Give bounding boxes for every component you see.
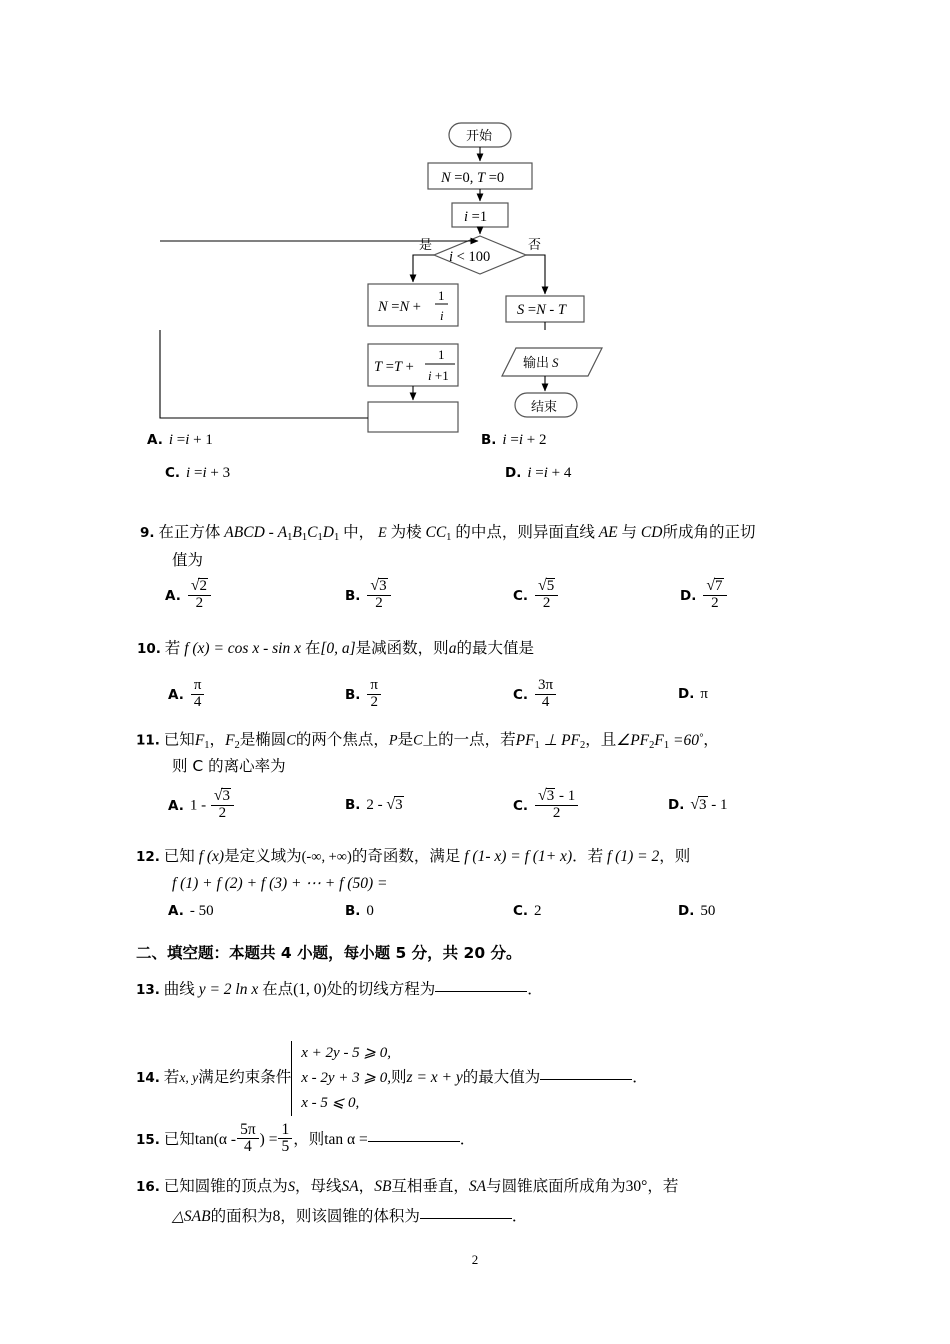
q10-text-c: 是减函数，则: [355, 639, 449, 657]
q10-option-d[interactable]: [678, 686, 708, 703]
flow-text-loop-n: N =N +: [378, 299, 421, 315]
q12-option-b[interactable]: [345, 903, 374, 920]
page-number: 2: [471, 1252, 479, 1267]
q10-option-c-num: 3π: [538, 677, 554, 693]
q9-option-b-den: 2: [367, 595, 390, 612]
q15-number: 15.: [136, 1131, 160, 1148]
q13-answer-blank[interactable]: [435, 991, 527, 992]
q11-option-a[interactable]: A. 1 - $\frac{√3}{2}$: [168, 788, 235, 822]
q9-option-c[interactable]: C. $\frac{√5}{2}$: [513, 578, 559, 612]
q10-var: a: [448, 640, 457, 657]
q9-option-c-radicand: 5: [546, 578, 555, 594]
q14-number: 14.: [136, 1070, 160, 1087]
q10-text-b: 在: [304, 639, 321, 657]
q10-option-b-den: 2: [367, 694, 381, 711]
q12-number: 12.: [136, 849, 160, 865]
q10-option-a-den: 4: [191, 694, 205, 711]
q16-triangle: △SAB: [172, 1208, 211, 1225]
q14-text-d: 的最大值为: [462, 1068, 541, 1087]
q11-text-d: 是: [397, 730, 414, 749]
flow-text-loop-n-num: 1: [438, 288, 445, 303]
q10-option-b[interactable]: [345, 678, 382, 711]
q10-option-c-den: 4: [535, 694, 556, 711]
question-12-line1: [136, 842, 690, 871]
q14-vars: x, y: [179, 1070, 199, 1086]
q15-tan-alpha: tan α =: [324, 1130, 368, 1148]
q8-option-d-label: D.: [505, 465, 522, 481]
q9-number: 9.: [140, 525, 155, 541]
q11-option-c[interactable]: C. $\frac{√3 - 1}{2}$: [513, 788, 579, 822]
q14-constraint-system: [291, 1041, 391, 1116]
q16-text-b: ，母线: [294, 1177, 342, 1195]
q9-option-b-label: B.: [345, 587, 361, 604]
flow-text-loop-n-den: i: [440, 308, 444, 323]
q11-option-c-label: C.: [513, 797, 529, 814]
question-11-line1: 11. 已知F1，F2是椭圆C的两个焦点，P是C上的一点，若PF1 ⊥ PF2，且∠PF2F1 =60°，: [136, 730, 719, 751]
q14-constraint-3: x - 5 ⩽ 0,: [301, 1095, 360, 1111]
flow-text-loop-t: T =T +: [374, 359, 414, 375]
q14-text-b: 满足约束条件: [198, 1068, 292, 1087]
flow-label-no: 否: [528, 238, 542, 253]
q14-text-c: 则: [391, 1068, 407, 1087]
q16-text-h: ．: [511, 1207, 528, 1225]
q12-option-a-value: - 50: [189, 903, 214, 919]
q8-option-c-value: 3: [222, 465, 231, 481]
q13-text-d: ．: [527, 980, 543, 998]
q16-answer-blank[interactable]: [420, 1218, 512, 1219]
q8-option-a-value: 1: [205, 432, 213, 448]
q10-option-d-value: π: [700, 686, 708, 702]
q16-text-f: 的面积为: [210, 1207, 273, 1225]
q10-option-c[interactable]: [513, 678, 557, 711]
q11-text-g: ，: [703, 730, 719, 749]
q14-text-e: ．: [632, 1068, 648, 1087]
q9-option-d[interactable]: D. $\frac{√7}{2}$: [680, 578, 728, 612]
q8-option-c[interactable]: C. i =i + 3: [165, 465, 231, 481]
q14-constraint-2: x - 2y + 3 ⩾ 0,: [301, 1070, 392, 1086]
q16-sa: SA: [341, 1178, 359, 1195]
q16-area: 8: [272, 1208, 281, 1225]
q10-text-a: 若: [164, 639, 181, 657]
q11-number: 11.: [136, 732, 160, 749]
q10-option-b-num: π: [370, 677, 378, 693]
q11-text-b: 是椭圆: [239, 730, 287, 749]
q11-option-b[interactable]: B. 2 - √3: [345, 796, 403, 813]
q11-option-d-label: D.: [668, 797, 685, 813]
q9-option-d-den: 2: [703, 595, 726, 612]
flow-text-loop-t-num: 1: [438, 347, 445, 362]
q10-option-a-num: π: [193, 677, 202, 693]
q10-option-c-label: C.: [513, 686, 529, 703]
q12-option-d[interactable]: [678, 903, 715, 920]
q12-option-c-label: C.: [513, 903, 529, 919]
q10-option-b-label: B.: [345, 686, 361, 703]
q9-text-a: 在正方体: [158, 523, 221, 541]
q13-number: 13.: [136, 982, 160, 998]
q11-comma1: ，: [209, 730, 226, 749]
q11-text-a: 已知: [163, 730, 195, 749]
q14-constraint-1: x + 2y - 5 ⩾ 0,: [301, 1045, 392, 1061]
q12-text-c: 的奇函数，满足: [351, 847, 461, 865]
q9-text-c: 为棱: [390, 523, 422, 541]
q16-angle: 30°: [625, 1178, 648, 1195]
flow-node-blank: [368, 402, 458, 432]
q15-text-a: 已知: [163, 1129, 195, 1148]
q12-option-c[interactable]: [513, 903, 542, 920]
q15-text-b: ，则: [293, 1129, 325, 1148]
q12-option-a-label: A.: [168, 903, 184, 919]
q11-text-e: 上的一点，若: [422, 730, 516, 749]
q9-text-b: 中，: [343, 523, 375, 541]
q13-text-a: 曲线: [163, 980, 195, 998]
flow-text-init: N =0, T =0: [441, 170, 505, 186]
q12-text-d: ．若: [572, 847, 604, 865]
q9-option-c-den: 2: [535, 595, 558, 612]
q12-text-a: 已知: [163, 847, 195, 865]
question-16-line2: [172, 1202, 527, 1231]
q9-option-c-label: C.: [513, 587, 529, 604]
q16-sa2: SA: [468, 1178, 487, 1195]
question-16-line1: 16. 已知圆锥的顶点为S，母线SA，SB互相垂直，SA与圆锥底面所成角为30°，若: [136, 1177, 679, 1195]
q9-option-b-radicand: 3: [379, 578, 387, 594]
q8-options-row2: [0, 465, 720, 495]
q8-option-a-label: A.: [147, 432, 163, 448]
question-9-line1: 9. 在正方体 ABCD - A1B1C1D1 中， E 为棱 CC1 的中点，则异面直线 AE 与 CD所成角的正切: [140, 523, 756, 543]
q8-option-a[interactable]: A. i =i + 1: [147, 432, 213, 448]
question-13: [136, 975, 543, 1004]
q13-curve: y = 2 ln x: [198, 981, 259, 998]
q12-text-b: 是定义域为: [224, 847, 302, 865]
q12-option-d-label: D.: [678, 903, 695, 919]
question-15: [136, 1122, 475, 1156]
q12-equation-2: f (1) = 2: [607, 848, 660, 865]
q16-comma: ，: [358, 1177, 375, 1195]
q12-option-b-value: 0: [366, 903, 374, 919]
question-10-line1: [137, 634, 534, 663]
q14-text-a: 若: [163, 1068, 180, 1087]
q16-number: 16.: [136, 1179, 160, 1195]
q15-frac-num: 5π: [240, 1121, 256, 1138]
q15-tan-mid: ) =: [259, 1130, 278, 1148]
q11-option-b-label: B.: [345, 797, 361, 813]
q8-option-d-value: 4: [563, 465, 572, 481]
q9-option-a-den: 2: [188, 595, 211, 612]
flowchart-diagram-lower: [0, 330, 950, 445]
q16-text-c: 互相垂直，: [391, 1177, 469, 1195]
q12-options-row: [0, 903, 720, 933]
q12-text-e: ，则: [659, 847, 691, 865]
q16-text-a: 已知圆锥的顶点为: [163, 1177, 288, 1195]
q11-option-a-label: A.: [168, 797, 184, 814]
q13-text-b: 在点: [262, 980, 294, 998]
flow-text-init-i: i =1: [464, 209, 488, 225]
q15-tan-lhs: tan(α -: [194, 1130, 237, 1148]
q16-text-e: ，若: [647, 1177, 679, 1195]
q15-value-num: 1: [281, 1121, 290, 1138]
q10-interval: [0, a]: [320, 640, 356, 657]
q12-equation-1: f (1- x) = f (1+ x): [464, 848, 573, 865]
q16-text-g: ，则该圆锥的体积为: [280, 1207, 420, 1225]
q12-domain: (-∞, +∞): [301, 849, 352, 865]
flow-text-compute-s: S =N - T: [517, 302, 566, 318]
q8-option-b-value: 2: [538, 432, 547, 448]
flow-text-decision: i < 100: [449, 249, 491, 265]
q9-option-d-label: D.: [680, 587, 697, 604]
q10-function: f (x) = cos x - sin x: [184, 640, 301, 657]
flow-label-end: 结束: [531, 400, 558, 415]
question-9-line2: 值为: [172, 551, 204, 569]
question-14: [136, 1041, 648, 1116]
q10-text-d: 的最大值是: [456, 639, 534, 657]
q10-number: 10.: [137, 641, 161, 657]
q14-answer-blank[interactable]: [540, 1079, 632, 1080]
q9-text-f: 所成角的正切: [662, 523, 756, 541]
flow-label-output: 输出 S: [523, 355, 559, 371]
q9-option-d-radicand: 7: [715, 578, 723, 594]
q11-text-f: ，且: [585, 730, 617, 749]
q9-option-a-label: A.: [165, 587, 181, 604]
q8-option-b[interactable]: B. i =i + 2: [481, 432, 547, 448]
q10-options-row: [0, 678, 720, 722]
q12-option-b-label: B.: [345, 903, 361, 919]
q11-options-row: [0, 787, 728, 832]
q12-option-a[interactable]: [168, 903, 214, 920]
q9-option-b[interactable]: B. $\frac{√3}{2}$: [345, 578, 392, 612]
q8-option-b-label: B.: [481, 432, 497, 448]
q8-option-c-label: C.: [165, 465, 181, 481]
section-2-heading: 二、填空题：本题共 4 小题，每小题 5 分，共 20 分。: [136, 944, 522, 962]
q15-frac-den: 4: [237, 1138, 259, 1155]
q10-option-a[interactable]: [168, 678, 205, 711]
q11-option-d[interactable]: D. √3 - 1: [668, 796, 728, 813]
q14-objective: z = x + y: [406, 1069, 463, 1087]
q15-text-c: ．: [459, 1129, 476, 1148]
flow-text-loop-t-den: i +1: [428, 368, 449, 383]
q15-answer-blank[interactable]: [368, 1141, 460, 1142]
q12-option-d-value: 50: [700, 903, 716, 919]
q15-value-den: 5: [278, 1138, 292, 1155]
flow-label-start: 开始: [466, 129, 493, 144]
q10-option-a-label: A.: [168, 686, 184, 703]
q11-text-c: 的两个焦点，: [295, 730, 389, 749]
q9-options-row: [0, 577, 723, 622]
q9-option-a[interactable]: A. $\frac{√2}{2}$: [165, 578, 212, 612]
question-11-line2: 则 C 的离心率为: [172, 757, 286, 775]
q13-text-c: 处的切线方程为: [326, 980, 436, 998]
q12-option-c-value: 2: [534, 903, 542, 919]
q13-point: (1, 0): [293, 981, 327, 998]
flowchart-diagram: [0, 0, 950, 330]
q9-text-e: 与: [621, 523, 638, 541]
q16-text-d: 与圆锥底面所成角为: [486, 1177, 626, 1195]
q8-option-d[interactable]: D. i =i + 4: [505, 465, 572, 481]
flow-label-yes: 是: [419, 238, 433, 253]
q9-option-a-radicand: 2: [199, 578, 207, 594]
question-12-line2: f (1) + f (2) + f (3) + ⋯ + f (50) =: [172, 875, 388, 892]
q16-sb: SB: [374, 1178, 392, 1195]
q10-option-d-label: D.: [678, 686, 695, 702]
q9-text-d: 的中点，则异面直线: [455, 523, 595, 541]
q8-options-row1: [0, 432, 720, 462]
q12-function: f (x): [198, 848, 225, 865]
